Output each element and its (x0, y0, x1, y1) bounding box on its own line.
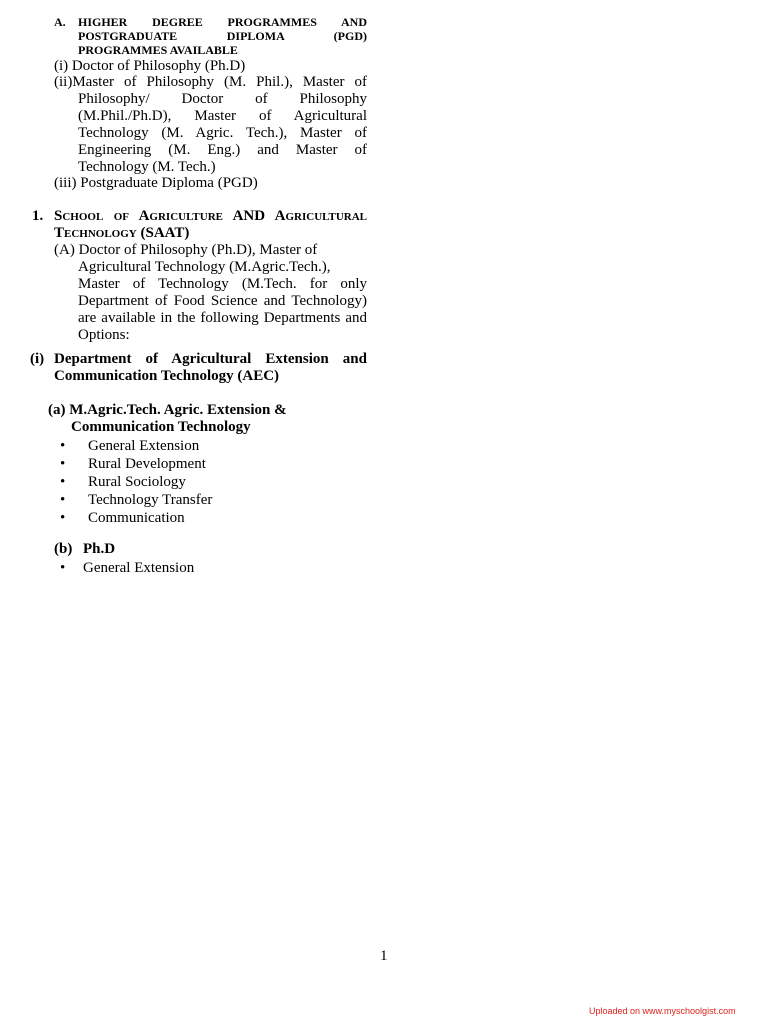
sub-programme-b-label: (b) (54, 541, 73, 557)
programme-item-line: Technology (M. Agric. Tech.), Master of (78, 125, 367, 141)
bullet-icon: • (60, 560, 66, 576)
bullet-icon: • (60, 438, 66, 454)
programme-item-line: (M.Phil./Ph.D), Master of Agricultural (78, 108, 367, 124)
department-heading (54, 351, 367, 385)
upload-watermark-link[interactable]: Uploaded on www.myschoolgist.com (589, 1006, 736, 1016)
sub-programme-a-line: (a) M.Agric.Tech. Agric. Extension & (48, 402, 287, 418)
programme-item-line: Technology (M. Tech.) (78, 159, 216, 175)
section-a-title-line: PROGRAMMES AVAILABLE (78, 43, 238, 57)
paragraph-line: Agricultural Technology (M.Agric.Tech.), (78, 259, 331, 275)
section-a-label: A. (54, 15, 66, 29)
section-a-heading (54, 15, 367, 57)
list-item-text: Technology Transfer (88, 492, 213, 508)
paragraph-line: Master of Technology (M.Tech. for only (78, 276, 367, 292)
bullet-icon: • (60, 474, 66, 490)
programme-item-masters (54, 74, 367, 176)
department-number: (i) (30, 351, 45, 367)
bullet-icon: • (60, 492, 66, 508)
paragraph-line: Department of Food Science and Technology) (78, 293, 367, 309)
programme-item-line: Engineering (M. Eng.) and Master of (78, 142, 367, 158)
paragraph-line: (A) Doctor of Philosophy (Ph.D), Master of (54, 242, 318, 258)
department-heading-line: Department of Agricultural Extension and (54, 351, 367, 367)
list-item-text: Rural Development (88, 456, 206, 472)
paragraph-line: Options: (78, 327, 130, 343)
programme-item-line: Philosophy/ Doctor of Philosophy (78, 91, 367, 107)
programme-item-line: (ii)Master of Philosophy (M. Phil.), Master of (54, 74, 367, 90)
programme-item-pgd: (iii) Postgraduate Diploma (PGD) (54, 175, 258, 191)
sub-programme-a-heading (48, 402, 287, 436)
sub-programme-a-line: Communication Technology (71, 419, 251, 435)
section-1-heading-line: Technology (SAAT) (54, 225, 190, 241)
section-1-paragraph (54, 242, 367, 344)
programme-item-phd: (i) Doctor of Philosophy (Ph.D) (54, 58, 246, 74)
section-1-number: 1. (32, 208, 44, 224)
list-item-text: General Extension (83, 560, 195, 576)
page-number: 1 (380, 948, 388, 964)
bullet-icon: • (60, 456, 66, 472)
list-item-text: Communication (88, 510, 185, 526)
section-a-title-line: POSTGRADUATE DIPLOMA (PGD) (78, 29, 367, 43)
list-item-text: General Extension (88, 438, 200, 454)
list-item-text: Rural Sociology (88, 474, 186, 490)
section-1-heading (54, 208, 367, 242)
department-heading-line: Communication Technology (AEC) (54, 368, 280, 384)
section-1-heading-line: School of Agriculture AND Agricultural (54, 208, 367, 224)
section-a-title-line: HIGHER DEGREE PROGRAMMES AND (78, 15, 367, 29)
bullet-icon: • (60, 510, 66, 526)
sub-programme-b-title: Ph.D (83, 541, 116, 557)
paragraph-line: are available in the following Departments and (78, 310, 367, 326)
